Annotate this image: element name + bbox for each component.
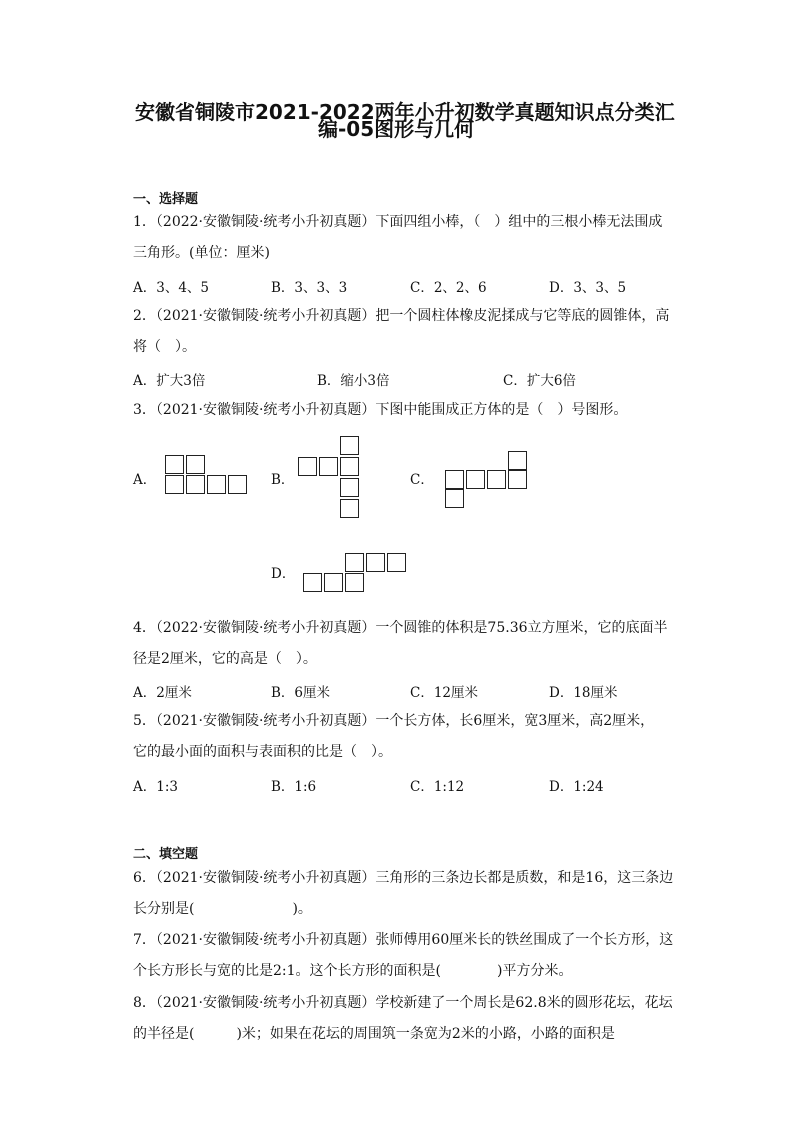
section-heading-fill: 二、填空题 bbox=[133, 847, 199, 862]
net-label-c: C． bbox=[410, 472, 434, 488]
net-label-a: A． bbox=[133, 472, 157, 488]
question-4-option-b: B．6厘米 bbox=[271, 685, 331, 701]
question-8-line-1: 8．（2021·安徽铜陵·统考小升初真题）学校新建了一个周长是62.8米的圆形花坛，花坛 bbox=[133, 995, 673, 1011]
page-title-line-2: 编-05图形与几何 bbox=[318, 117, 475, 141]
question-6-line-2: 长分别是( )。 bbox=[133, 901, 312, 917]
net-square bbox=[340, 457, 359, 476]
question-4-option-c: C．12厘米 bbox=[410, 685, 479, 701]
question-4-option-d: D．18厘米 bbox=[549, 685, 618, 701]
question-2-option-a: A．扩大3倍 bbox=[133, 373, 206, 389]
net-square bbox=[340, 499, 359, 518]
question-2-option-c: C．扩大6倍 bbox=[503, 373, 576, 389]
net-square bbox=[324, 573, 343, 592]
question-7-line-2: 个长方形长与宽的比是2:1。这个长方形的面积是( )平方分米。 bbox=[133, 963, 573, 979]
question-8-line-2: 的半径是( )米；如果在花坛的周围筑一条宽为2米的小路，小路的面积是 bbox=[133, 1026, 615, 1042]
question-1-option-d: D．3、3、5 bbox=[549, 280, 627, 296]
net-square bbox=[345, 573, 364, 592]
question-5-option-b: B．1:6 bbox=[271, 779, 317, 795]
question-2-option-b: B．缩小3倍 bbox=[317, 373, 390, 389]
question-2-line-2: 将（ ）。 bbox=[133, 339, 196, 355]
question-1-option-c: C．2、2、6 bbox=[410, 280, 487, 296]
net-square bbox=[319, 457, 338, 476]
question-1-line-2: 三角形。(单位：厘米) bbox=[133, 245, 270, 261]
question-1-option-a: A．3、4、5 bbox=[133, 280, 210, 296]
question-6-line-1: 6．（2021·安徽铜陵·统考小升初真题）三角形的三条边长都是质数，和是16，这三条边 bbox=[133, 870, 674, 886]
question-2-line-1: 2．（2021·安徽铜陵·统考小升初真题）把一个圆柱体橡皮泥揉成与它等底的圆锥体，高 bbox=[133, 308, 670, 324]
net-square bbox=[508, 451, 527, 470]
net-square bbox=[186, 455, 205, 474]
net-square bbox=[165, 455, 184, 474]
net-square bbox=[445, 470, 464, 489]
question-5-option-c: C．1:12 bbox=[410, 779, 465, 795]
page-title-line-1: 安徽省铜陵市2021-2022两年小升初数学真题知识点分类汇 bbox=[135, 100, 675, 124]
question-5-option-a: A．1:3 bbox=[133, 779, 178, 795]
question-1-line-1: 1．（2022·安徽铜陵·统考小升初真题）下面四组小棒，（ ）组中的三根小棒无法围成 bbox=[133, 214, 663, 230]
section-heading-choice: 一、选择题 bbox=[133, 192, 199, 207]
net-square bbox=[303, 573, 322, 592]
question-4-line-1: 4．（2022·安徽铜陵·统考小升初真题）一个圆锥的体积是75.36立方厘米，它的底面半 bbox=[133, 620, 668, 636]
net-square bbox=[165, 475, 184, 494]
question-5-line-1: 5．（2021·安徽铜陵·统考小升初真题）一个长方体，长6厘米，宽3厘米，高2厘米， bbox=[133, 713, 655, 729]
question-5-option-d: D．1:24 bbox=[549, 779, 604, 795]
net-square bbox=[387, 553, 406, 572]
question-4-option-a: A．2厘米 bbox=[133, 685, 192, 701]
net-label-d: D． bbox=[271, 566, 296, 582]
question-3-line-1: 3．（2021·安徽铜陵·统考小升初真题）下图中能围成正方体的是（ ）号图形。 bbox=[133, 402, 628, 418]
question-1-option-b: B．3、3、3 bbox=[271, 280, 348, 296]
net-square bbox=[445, 489, 464, 508]
net-square bbox=[345, 553, 364, 572]
net-square bbox=[366, 553, 385, 572]
question-7-line-1: 7．（2021·安徽铜陵·统考小升初真题）张师傅用60厘米长的铁丝围成了一个长方形，这 bbox=[133, 932, 674, 948]
net-square bbox=[508, 470, 527, 489]
net-square bbox=[228, 475, 247, 494]
net-square bbox=[340, 478, 359, 497]
net-label-b: B． bbox=[271, 472, 295, 488]
net-square bbox=[466, 470, 485, 489]
net-square bbox=[340, 436, 359, 455]
net-square bbox=[487, 470, 506, 489]
question-4-line-2: 径是2厘米，它的高是（ ）。 bbox=[133, 651, 317, 667]
net-square bbox=[186, 475, 205, 494]
net-square bbox=[298, 457, 317, 476]
net-square bbox=[207, 475, 226, 494]
question-5-line-2: 它的最小面的面积与表面积的比是（ ）。 bbox=[133, 744, 392, 760]
